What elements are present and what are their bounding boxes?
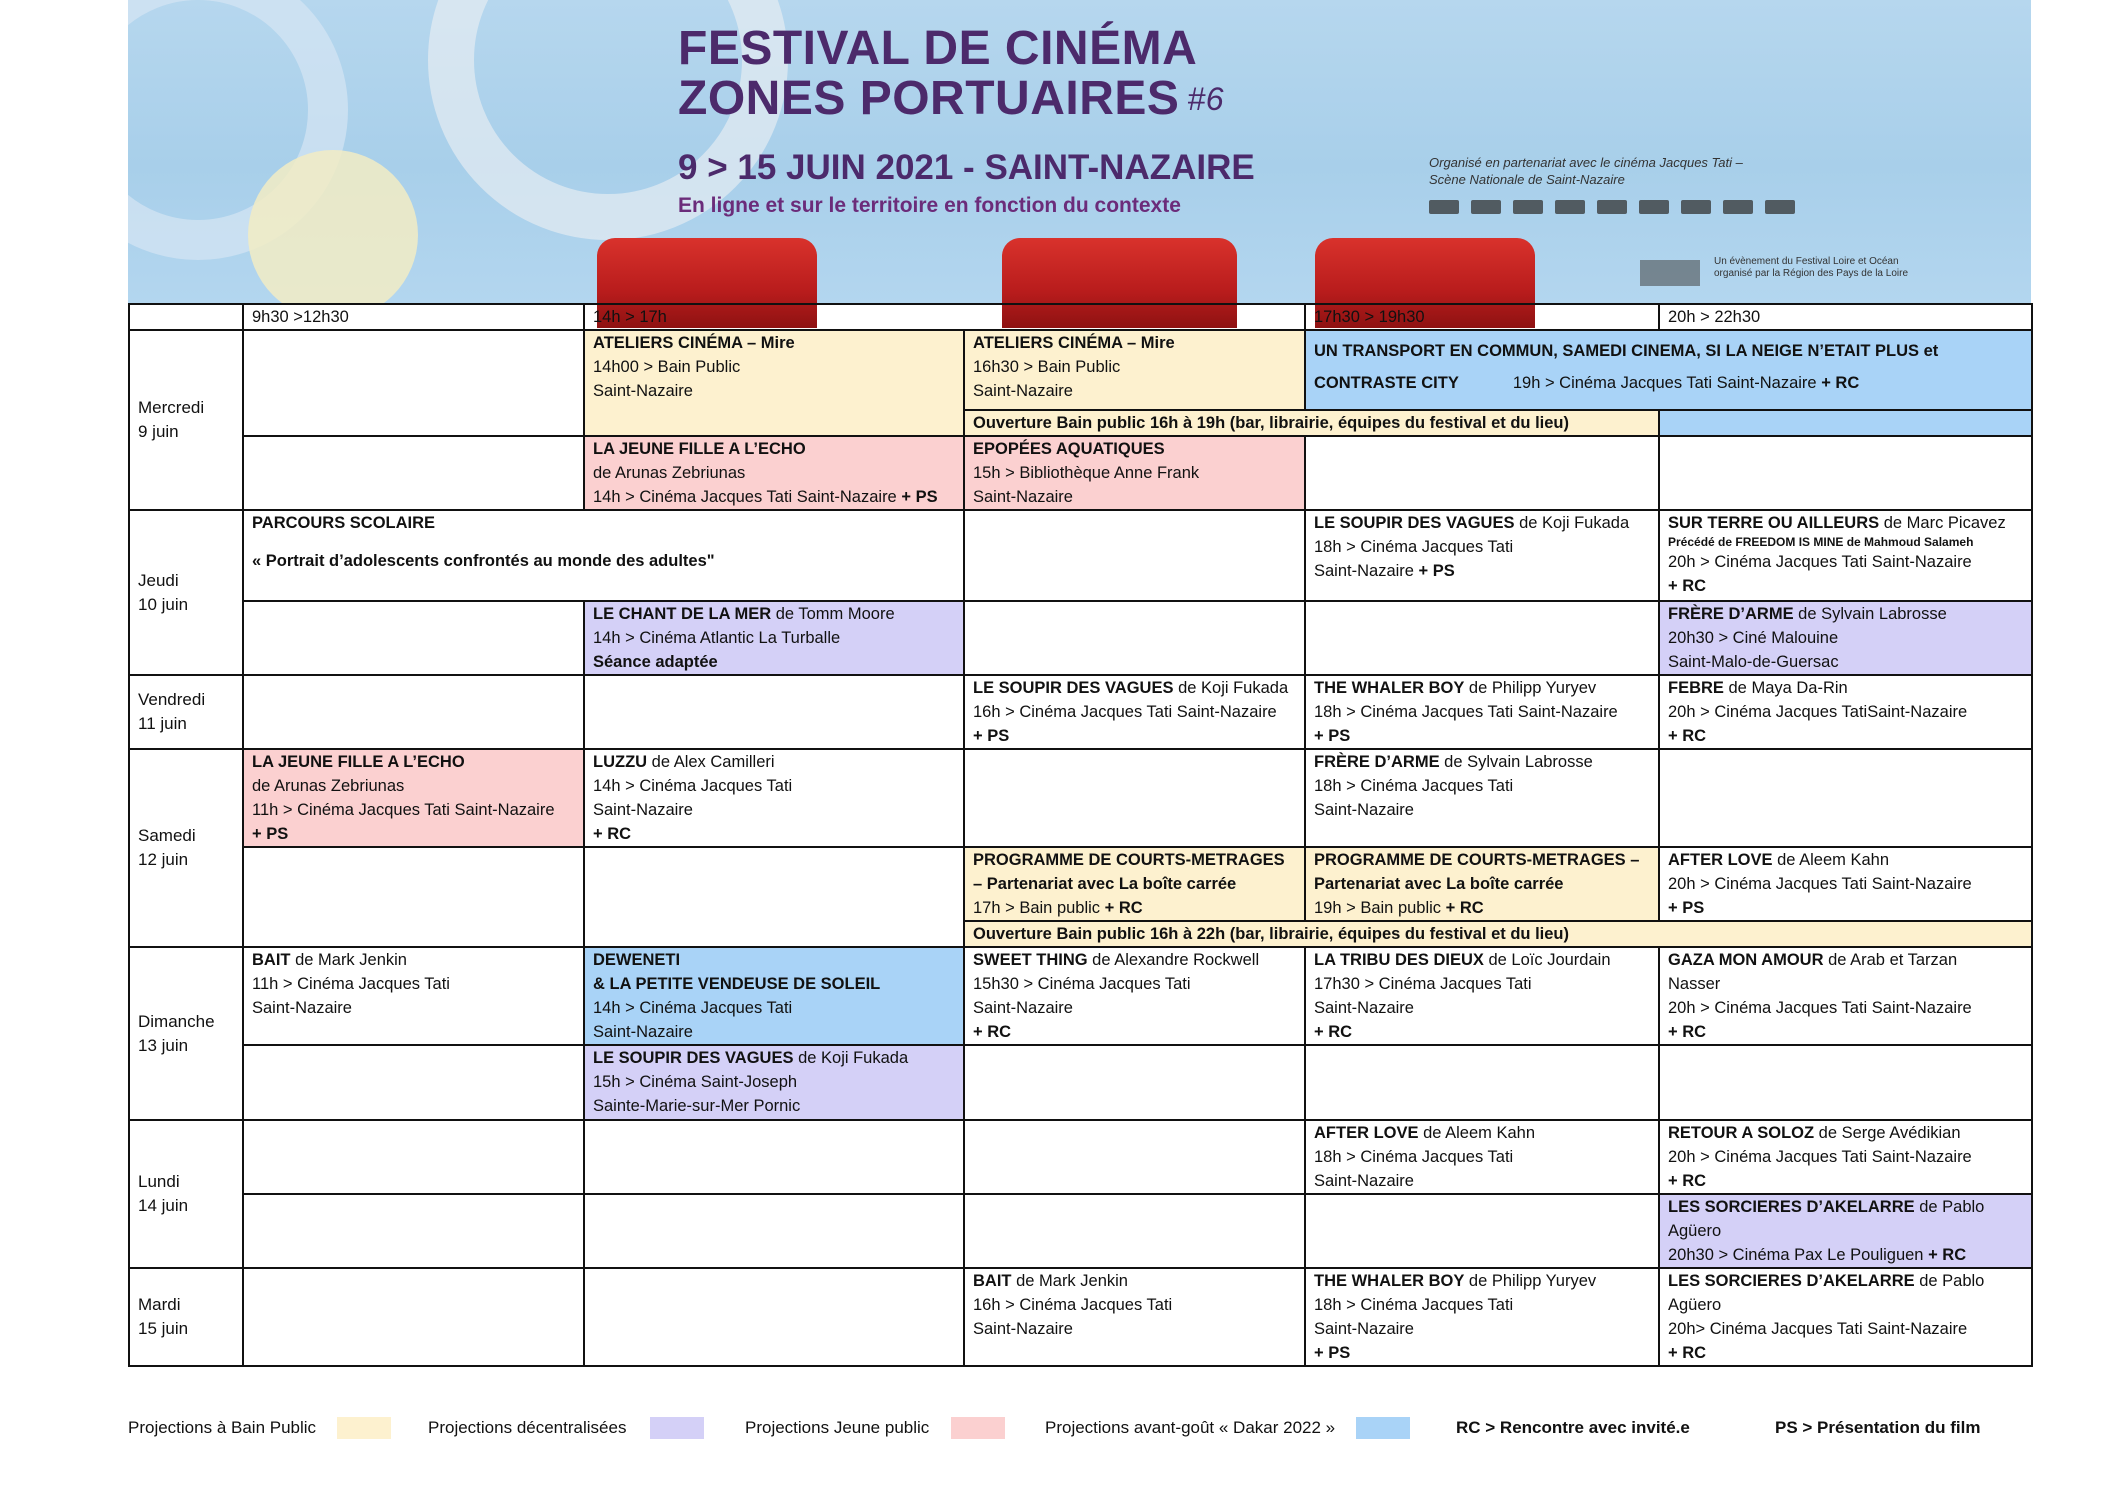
event-info: 20h > Cinéma Jacques Tati Saint-Nazaire — [1668, 999, 1972, 1017]
event-title: ATELIERS CINÉMA – Mire — [593, 334, 795, 352]
header-slot-2: 14h > 17h — [584, 304, 1305, 330]
event-title: ATELIERS CINÉMA – Mire — [973, 334, 1175, 352]
partner-logo — [1723, 200, 1753, 214]
empty-cell — [584, 1120, 964, 1194]
event-director: de Aleem Kahn — [1418, 1124, 1536, 1142]
event-title: GAZA MON AMOUR — [1668, 951, 1824, 969]
day-name: Mardi — [138, 1295, 181, 1314]
event-title: AFTER LOVE — [1314, 1124, 1419, 1142]
event-info: 15h30 > Cinéma Jacques Tati — [973, 975, 1191, 993]
header-row — [129, 304, 2032, 330]
event-title: LA JEUNE FILLE A L’ECHO — [593, 440, 806, 458]
festival-dates: 9 > 15 JUIN 2021 - SAINT-NAZAIRE — [678, 148, 1255, 187]
event-title: DEWENETI — [593, 951, 681, 969]
event-soupir — [584, 1045, 964, 1120]
rc-badge: + RC — [1100, 899, 1143, 917]
event-info: de Arunas Zebriunas — [593, 464, 746, 482]
empty-cell — [243, 1268, 584, 1366]
legend-swatch-jeune-public — [951, 1417, 1005, 1439]
event-info: Saint-Nazaire — [973, 382, 1073, 400]
empty-cell — [1659, 436, 2032, 510]
event-info: Saint-Malo-de-Guersac — [1668, 653, 1839, 671]
day-date: 13 juin — [138, 1035, 189, 1055]
organiser-line-2: Scène Nationale de Saint-Nazaire — [1429, 172, 1625, 187]
event-title: LE SOUPIR DES VAGUES — [593, 1049, 794, 1067]
event-director: de Tomm Moore — [771, 605, 895, 623]
event-director: Nasser — [1668, 975, 1721, 993]
event-ouverture: Ouverture Bain public 16h à 22h (bar, librairie, équipes du festival et du lieu) — [964, 921, 2032, 947]
rc-badge: + RC — [1821, 374, 1860, 392]
table-row — [129, 1120, 2032, 1194]
event-info: 15h > Bibliothèque Anne Frank — [973, 464, 1200, 482]
event-courts-2 — [1305, 847, 1659, 921]
event-retour-soloz — [1659, 1120, 2032, 1194]
title-line-2-text: ZONES PORTUAIRES — [678, 72, 1180, 125]
event-director: de Alex Camilleri — [647, 753, 775, 771]
legend-decentralisees: Projections décentralisées — [428, 1418, 627, 1437]
day-lundi — [129, 1120, 243, 1268]
partner-logo — [1513, 200, 1543, 214]
event-info: Saint-Nazaire — [252, 999, 352, 1017]
event-info: Saint-Nazaire — [593, 1023, 693, 1041]
event-director: de Sylvain Labrosse — [1793, 605, 1947, 623]
table-row — [129, 947, 2032, 1045]
empty-cell — [1659, 410, 2032, 436]
day-dimanche — [129, 947, 243, 1120]
event-deweneti — [584, 947, 964, 1045]
event-director: de Sylvain Labrosse — [1439, 753, 1593, 771]
empty-cell — [243, 847, 584, 947]
empty-cell — [243, 1045, 584, 1120]
empty-cell — [243, 675, 584, 749]
event-info: 14h00 > Bain Public — [593, 358, 741, 376]
event-subtitle: « Portrait d’adolescents confrontés au monde des adultes" — [252, 552, 715, 570]
event-title: SUR TERRE OU AILLEURS — [1668, 514, 1880, 532]
partner-logo — [1681, 200, 1711, 214]
legend-jeune-public: Projections Jeune public — [745, 1418, 930, 1437]
event-parcours — [243, 510, 964, 601]
empty-cell — [243, 436, 584, 510]
rc-badge: + RC — [1314, 1023, 1353, 1041]
spacer — [252, 535, 955, 549]
event-title: UN TRANSPORT EN COMMUN, SAMEDI CINEMA, SI LA NEIGE N’ETAIT PLUS et — [1314, 342, 1939, 360]
event-director: de Philipp Yuryev — [1464, 1272, 1597, 1290]
day-name: Mercredi — [138, 398, 205, 417]
event-director: de Loïc Jourdain — [1483, 951, 1611, 969]
day-date: 11 juin — [138, 714, 187, 733]
event-subtitle: – Partenariat avec La boîte carrée — [973, 875, 1237, 893]
event-jeune-fille — [584, 436, 964, 510]
table-row — [129, 1045, 2032, 1120]
event-info: 14h > Cinéma Atlantic La Turballe — [593, 629, 841, 647]
partner-logo — [1765, 200, 1795, 214]
legend-bain-public: Projections à Bain Public — [128, 1418, 317, 1437]
event-info: Saint-Nazaire — [1314, 999, 1414, 1017]
event-info: 16h30 > Bain Public — [973, 358, 1121, 376]
empty-cell — [964, 1045, 1305, 1120]
event-soupir — [1305, 510, 1659, 601]
event-info: 11h > Cinéma Jacques Tati — [252, 975, 450, 993]
event-info: 14h > Cinéma Jacques Tati Saint-Nazaire — [593, 488, 897, 506]
event-info: 20h30 > Cinéma Pax Le Pouliguen — [1668, 1246, 1924, 1264]
day-samedi — [129, 749, 243, 947]
empty-cell — [964, 749, 1305, 847]
rc-badge: + RC — [973, 1023, 1012, 1041]
empty-cell — [243, 1120, 584, 1194]
banner-decoration — [248, 150, 418, 303]
event-info: 16h > Cinéma Jacques Tati — [973, 1296, 1173, 1314]
edition-number: #6 — [1187, 81, 1224, 117]
event-title: RETOUR A SOLOZ — [1668, 1124, 1815, 1142]
region-logo — [1640, 260, 1700, 286]
empty-cell — [1305, 1045, 1659, 1120]
event-info: Saint-Nazaire — [593, 801, 693, 819]
rc-badge: + RC — [1668, 727, 1707, 745]
table-row — [129, 436, 2032, 510]
empty-cell — [584, 1268, 964, 1366]
event-info: 18h > Cinéma Jacques Tati — [1314, 777, 1514, 795]
event-title: & LA PETITE VENDEUSE DE SOLEIL — [593, 975, 881, 993]
event-info: Saint-Nazaire — [1314, 1320, 1414, 1338]
event-frere-arme — [1305, 749, 1659, 847]
event-title: LES SORCIERES D’AKELARRE — [1668, 1198, 1915, 1216]
event-atelier-2 — [964, 330, 1305, 410]
table-row — [129, 847, 2032, 921]
event-director: de Maya Da-Rin — [1723, 679, 1848, 697]
event-title: LES SORCIERES D’AKELARRE — [1668, 1272, 1915, 1290]
legend-swatch-decentralisees — [650, 1417, 704, 1439]
day-name: Samedi — [138, 826, 196, 845]
table-row — [129, 675, 2032, 749]
partner-logo — [1555, 200, 1585, 214]
ps-badge: + PS — [973, 727, 1010, 745]
rc-badge: + RC — [1668, 1172, 1707, 1190]
header-empty — [129, 304, 243, 330]
ps-badge: + PS — [1668, 899, 1705, 917]
event-info: 18h > Cinéma Jacques Tati — [1314, 1148, 1514, 1166]
day-jeudi — [129, 510, 243, 675]
table-row — [129, 1194, 2032, 1268]
event-courts-1 — [964, 847, 1305, 921]
partner-logos — [1429, 200, 1795, 214]
event-title: LA TRIBU DES DIEUX — [1314, 951, 1484, 969]
event-info: Saint-Nazaire — [1314, 562, 1414, 580]
rc-badge: + RC — [1668, 1344, 1707, 1362]
empty-cell — [1659, 749, 2032, 847]
event-info: Sainte-Marie-sur-Mer Pornic — [593, 1097, 801, 1115]
event-preceded-by: Précédé de FREEDOM IS MINE de Mahmoud Salameh — [1668, 535, 1974, 549]
event-info: Saint-Nazaire — [973, 488, 1073, 506]
event-whaler — [1305, 675, 1659, 749]
empty-cell — [243, 330, 584, 436]
event-director: de Philipp Yuryev — [1464, 679, 1597, 697]
event-ouverture: Ouverture Bain public 16h à 19h (bar, librairie, équipes du festival et du lieu) — [964, 410, 1659, 436]
event-director: Agüero — [1668, 1222, 1722, 1240]
event-director: de Arab et Tarzan — [1823, 951, 1958, 969]
event-bait — [243, 947, 584, 1045]
festival-title — [678, 24, 1224, 124]
day-mardi — [129, 1268, 243, 1366]
empty-cell — [584, 847, 964, 947]
organiser-note — [1429, 154, 1869, 188]
event-info: 20h > Cinéma Jacques Tati Saint-Nazaire — [1668, 553, 1972, 571]
event-director: de Mark Jenkin — [290, 951, 407, 969]
title-line-2 — [678, 74, 1224, 124]
event-sur-terre — [1659, 510, 2032, 601]
schedule-table — [128, 303, 2033, 1367]
event-title: PROGRAMME DE COURTS-METRAGES — [973, 851, 1285, 869]
event-title: SWEET THING — [973, 951, 1088, 969]
event-director: de Pablo — [1914, 1198, 1985, 1216]
empty-cell — [964, 601, 1305, 675]
event-title: BAIT — [252, 951, 291, 969]
event-febre — [1659, 675, 2032, 749]
event-tribu — [1305, 947, 1659, 1045]
event-director: de Serge Avédikian — [1814, 1124, 1961, 1142]
empty-cell — [964, 1120, 1305, 1194]
legend-swatch-bain-public — [337, 1417, 391, 1439]
legend-rc: RC > Rencontre avec invité.e — [1456, 1418, 1690, 1437]
empty-cell — [243, 1194, 584, 1268]
table-row — [129, 749, 2032, 847]
event-title: FEBRE — [1668, 679, 1724, 697]
event-title: THE WHALER BOY — [1314, 679, 1465, 697]
event-director: de Koji Fukada — [793, 1049, 909, 1067]
event-jeune-fille — [243, 749, 584, 847]
event-info: 18h > Cinéma Jacques Tati Saint-Nazaire — [1314, 703, 1618, 721]
event-info: 11h > Cinéma Jacques Tati Saint-Nazaire — [252, 801, 555, 819]
event-title: LE SOUPIR DES VAGUES — [1314, 514, 1515, 532]
table-row — [129, 330, 2032, 410]
event-info: 16h > Cinéma Jacques Tati Saint-Nazaire — [973, 703, 1277, 721]
ps-badge: + PS — [1314, 1344, 1351, 1362]
event-info: Saint-Nazaire — [1314, 801, 1414, 819]
empty-cell — [1659, 1045, 2032, 1120]
event-subtitle: Partenariat avec La boîte carrée — [1314, 875, 1564, 893]
table-row — [129, 1268, 2032, 1366]
event-info: 15h > Cinéma Saint-Joseph — [593, 1073, 798, 1091]
event-frere-arme — [1659, 601, 2032, 675]
event-director: de Aleem Kahn — [1772, 851, 1890, 869]
event-title: CONTRASTE CITY — [1314, 374, 1459, 392]
event-chant-mer — [584, 601, 964, 675]
table-row — [129, 601, 2032, 675]
empty-cell — [1305, 1194, 1659, 1268]
empty-cell — [243, 601, 584, 675]
partner-logo — [1639, 200, 1669, 214]
day-vendredi — [129, 675, 243, 749]
event-line — [1314, 367, 2023, 399]
day-name: Lundi — [138, 1172, 180, 1191]
table-row — [129, 510, 2032, 601]
day-date: 15 juin — [138, 1319, 189, 1338]
ps-badge: + PS — [1413, 562, 1455, 580]
partner-logo — [1597, 200, 1627, 214]
empty-cell — [584, 1194, 964, 1268]
ps-badge: + PS — [252, 825, 289, 843]
event-atelier-1 — [584, 330, 964, 436]
event-info: 14h > Cinéma Jacques Tati — [593, 777, 793, 795]
event-director: Agüero — [1668, 1296, 1722, 1314]
header-slot-1: 9h30 >12h30 — [243, 304, 584, 330]
event-title: PROGRAMME DE COURTS-METRAGES – — [1314, 851, 1640, 869]
event-info: 20h > Cinéma Jacques TatiSaint-Nazaire — [1668, 703, 1968, 721]
event-info: Saint-Nazaire — [973, 999, 1073, 1017]
event-sweet-thing — [964, 947, 1305, 1045]
empty-cell — [1305, 436, 1659, 510]
rc-badge: + RC — [1668, 577, 1707, 595]
event-info: 18h > Cinéma Jacques Tati — [1314, 538, 1514, 556]
header-slot-4: 20h > 22h30 — [1659, 304, 2032, 330]
event-title: PARCOURS SCOLAIRE — [252, 514, 436, 532]
day-date: 10 juin — [138, 594, 189, 614]
ps-badge: + PS — [901, 488, 938, 506]
event-director: de Mark Jenkin — [1011, 1272, 1128, 1290]
event-title: LA JEUNE FILLE A L’ECHO — [252, 753, 465, 771]
ps-badge: + PS — [1314, 727, 1351, 745]
rc-badge: + RC — [1441, 899, 1484, 917]
legend-ps: PS > Présentation du film — [1775, 1418, 1981, 1437]
day-date: 14 juin — [138, 1196, 189, 1215]
event-info: Saint-Nazaire — [973, 1320, 1073, 1338]
event-info: 14h > Cinéma Jacques Tati — [593, 999, 793, 1017]
event-info: 19h > Cinéma Jacques Tati Saint-Nazaire — [1512, 374, 1817, 392]
event-director: de Alexandre Rockwell — [1087, 951, 1260, 969]
event-note: Séance adaptée — [593, 653, 718, 671]
event-info: 19h > Bain public — [1314, 899, 1442, 917]
event-info: 17h30 > Cinéma Jacques Tati — [1314, 975, 1532, 993]
rc-badge: + RC — [1668, 1023, 1707, 1041]
event-director: de Pablo — [1914, 1272, 1985, 1290]
event-note: Un évènement du Festival Loire et Océan organisé par la Région des Pays de la Loire — [1714, 256, 1909, 279]
rc-badge: + RC — [1923, 1246, 1967, 1264]
event-title: LE CHANT DE LA MER — [593, 605, 772, 623]
event-director: de Koji Fukada — [1514, 514, 1630, 532]
day-name: Vendredi — [138, 690, 206, 709]
event-soupir — [964, 675, 1305, 749]
event-luzzu — [584, 749, 964, 847]
event-info: 20h > Cinéma Jacques Tati Saint-Nazaire — [1668, 875, 1972, 893]
event-title: LUZZU — [593, 753, 648, 771]
event-whaler — [1305, 1268, 1659, 1366]
event-info: 18h > Cinéma Jacques Tati — [1314, 1296, 1514, 1314]
event-title: BAIT — [973, 1272, 1012, 1290]
event-title: EPOPÉES AQUATIQUES — [973, 440, 1165, 458]
event-title: AFTER LOVE — [1668, 851, 1773, 869]
event-gaza — [1659, 947, 2032, 1045]
event-sorcieres — [1659, 1268, 2032, 1366]
day-date: 12 juin — [138, 850, 189, 869]
event-epopees — [964, 436, 1305, 510]
event-title: FRÈRE D’ARME — [1668, 605, 1794, 623]
event-title: FRÈRE D’ARME — [1314, 753, 1440, 771]
day-mercredi — [129, 330, 243, 510]
festival-subtitle: En ligne et sur le territoire en fonction du contexte — [678, 194, 1181, 217]
event-transport — [1305, 330, 2032, 410]
empty-cell — [1305, 601, 1659, 675]
event-info: 20h > Cinéma Jacques Tati Saint-Nazaire — [1668, 1148, 1972, 1166]
rc-badge: + RC — [593, 825, 632, 843]
event-info: Saint-Nazaire — [1314, 1172, 1414, 1190]
legend-avant-gout: Projections avant-goût « Dakar 2022 » — [1045, 1418, 1336, 1437]
legend-swatch-avant-gout — [1356, 1417, 1410, 1439]
event-line — [593, 485, 955, 509]
title-line-1: FESTIVAL DE CINÉMA — [678, 22, 1198, 75]
day-name: Dimanche — [138, 1011, 215, 1031]
event-info: de Arunas Zebriunas — [252, 777, 405, 795]
partner-logo — [1471, 200, 1501, 214]
event-info: 20h> Cinéma Jacques Tati Saint-Nazaire — [1668, 1320, 1968, 1338]
event-info: 17h > Bain public — [973, 899, 1101, 917]
empty-cell — [964, 510, 1305, 601]
event-after-love — [1659, 847, 2032, 921]
event-info: 20h30 > Ciné Malouine — [1668, 629, 1839, 647]
event-title: LE SOUPIR DES VAGUES — [973, 679, 1174, 697]
empty-cell — [964, 1194, 1305, 1268]
event-after-love — [1305, 1120, 1659, 1194]
event-sorcieres — [1659, 1194, 2032, 1268]
event-title: THE WHALER BOY — [1314, 1272, 1465, 1290]
event-info: Saint-Nazaire — [593, 382, 693, 400]
header-slot-3: 17h30 > 19h30 — [1305, 304, 1659, 330]
event-director: de Koji Fukada — [1173, 679, 1289, 697]
day-date: 9 juin — [138, 422, 179, 441]
organiser-line-1: Organisé en partenariat avec le cinéma Jacques Tati – — [1429, 155, 1743, 170]
event-bait — [964, 1268, 1305, 1366]
event-director: de Marc Picavez — [1879, 514, 2006, 532]
empty-cell — [584, 675, 964, 749]
partner-logo — [1429, 200, 1459, 214]
day-name: Jeudi — [138, 570, 179, 590]
